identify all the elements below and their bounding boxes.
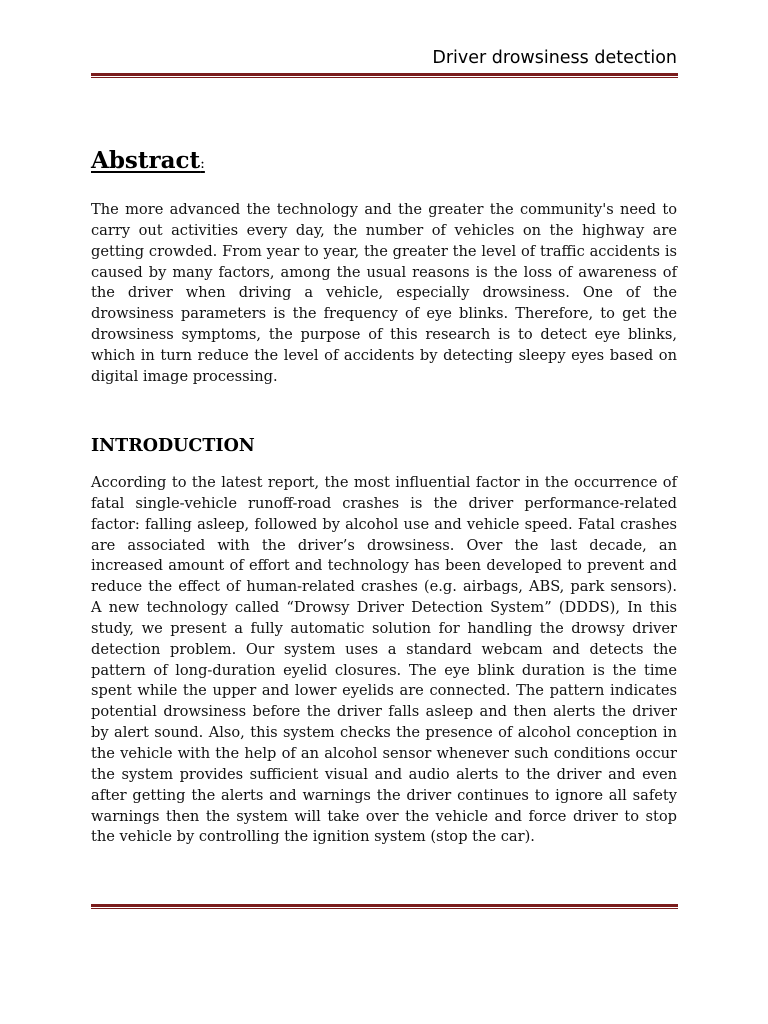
abstract-heading-colon: : [200, 156, 205, 172]
abstract-heading [91, 147, 205, 174]
introduction-paragraph: According to the latest report, the most influential factor in the occurrence of fatal single-vehicle runoff-road crashes is the driver performance-related factor: falling asleep, followed by alcohol use and vehicle speed. Fatal crashes are associated with the driver’s drowsiness. Over the last decade, an increased amount of effort and technology has been developed to prevent and reduce the effect of human-related crashes (e.g. airbags, ABS, park sensors). A new technology called “Drowsy Driver Detection System” (DDDS), In this study, we present a fully automatic solution for handling the drowsy driver detection problem. Our system uses a standard webcam and detects the pattern of long-duration eyelid closures. The eye blink duration is the time spent while the upper and lower eyelids are connected. The pattern indicates potential drowsiness before the driver falls asleep and then alerts the driver by alert sound. Also, this system checks the presence of alcohol conception in the vehicle with the help of an alcohol sensor whenever such conditions occur the system provides sufficient visual and audio alerts to the driver and even after getting the alerts and warnings the driver continues to ignore all safety warnings then the system will take over the vehicle and force driver to stop the vehicle by controlling the ignition system (stop the car). [91, 474, 677, 846]
abstract-paragraph: The more advanced the technology and the greater the community's need to carry out activities every day, the number of vehicles on the highway are getting crowded. From year to year, the greater the level of traffic accidents is caused by many factors, among the usual reasons is the loss of awareness of the driver when driving a vehicle, especially drowsiness. One of the drowsiness parameters is the frequency of eye blinks. Therefore, to get the drowsiness symptoms, the purpose of this research is to detect eye blinks, which in turn reduce the level of accidents by detecting sleepy eyes based on digital image processing. [91, 201, 677, 385]
running-header: Driver drowsiness detection [432, 48, 677, 68]
abstract-heading-text: Abstract [91, 147, 201, 174]
header-rule-thin [91, 77, 678, 78]
header-rule [91, 73, 678, 78]
introduction-heading: INTRODUCTION [91, 436, 255, 456]
footer-rule-thin [91, 908, 678, 909]
footer-rule [91, 904, 678, 909]
